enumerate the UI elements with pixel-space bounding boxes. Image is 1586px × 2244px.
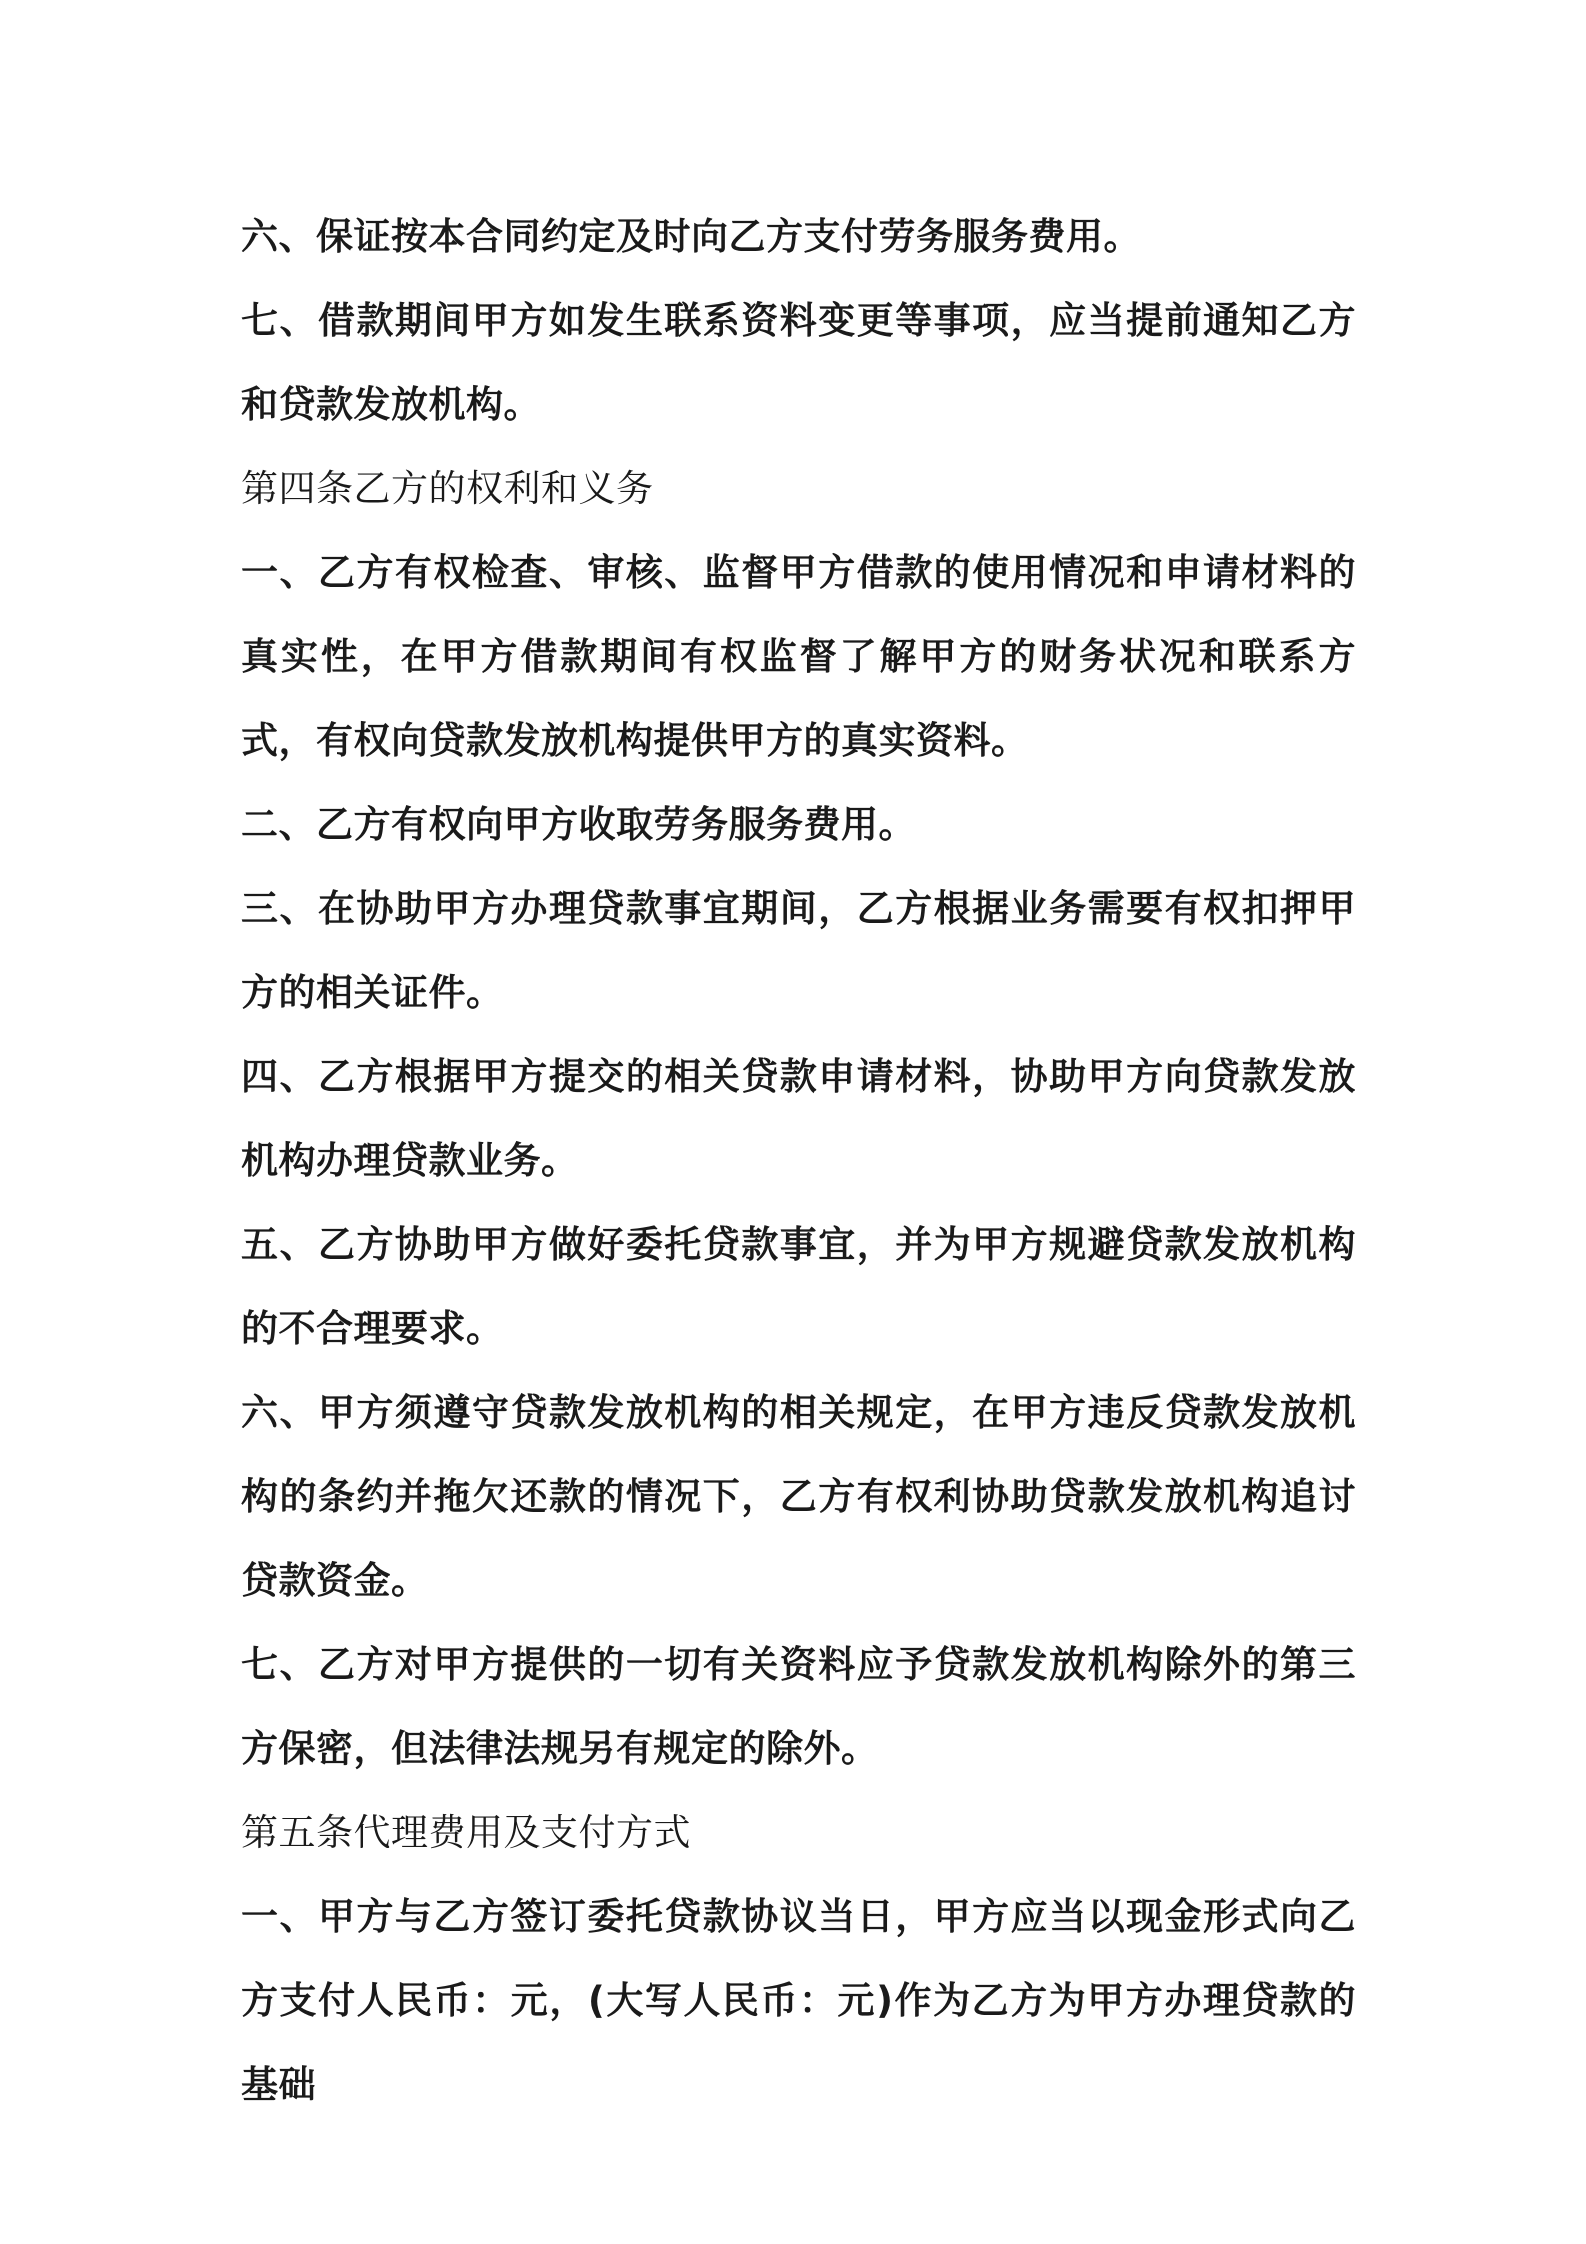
clause-4-7: 七、乙方对甲方提供的一切有关资料应予贷款发放机构除外的第三方保密，但法律法规另有规定的除外。 [241, 1643, 1356, 1770]
clause-4-5: 五、乙方协助甲方做好委托贷款事宜，并为甲方规避贷款发放机构的不合理要求。 [241, 1223, 1356, 1350]
clause-4-2: 二、乙方有权向甲方收取劳务服务费用。 [241, 803, 916, 846]
clause-5-1: 一、甲方与乙方签订委托贷款协议当日，甲方应当以现金形式向乙方支付人民币：元，(大写人民币：元)作为乙方为甲方办理贷款的基础 [241, 1895, 1356, 2106]
clause-4-1: 一、乙方有权检查、审核、监督甲方借款的使用情况和申请材料的真实性，在甲方借款期间有权监督了解甲方的财务状况和联系方式，有权向贷款发放机构提供甲方的真实资料。 [241, 551, 1356, 762]
clause-3-6: 六、保证按本合同约定及时向乙方支付劳务服务费用。 [241, 215, 1141, 258]
clause-3-7: 七、借款期间甲方如发生联系资料变更等事项，应当提前通知乙方和贷款发放机构。 [241, 299, 1356, 426]
clause-4-4: 四、乙方根据甲方提交的相关贷款申请材料，协助甲方向贷款发放机构办理贷款业务。 [241, 1055, 1356, 1182]
document-body [241, 195, 1356, 2127]
clause-4-6: 六、甲方须遵守贷款发放机构的相关规定，在甲方违反贷款发放机构的条约并拖欠还款的情况下，乙方有权利协助贷款发放机构追讨贷款资金。 [241, 1391, 1356, 1602]
article-5-heading: 第五条代理费用及支付方式 [241, 1811, 691, 1854]
clause-4-3: 三、在协助甲方办理贷款事宜期间，乙方根据业务需要有权扣押甲方的相关证件。 [241, 887, 1356, 1014]
article-4-heading: 第四条乙方的权利和义务 [241, 467, 654, 510]
